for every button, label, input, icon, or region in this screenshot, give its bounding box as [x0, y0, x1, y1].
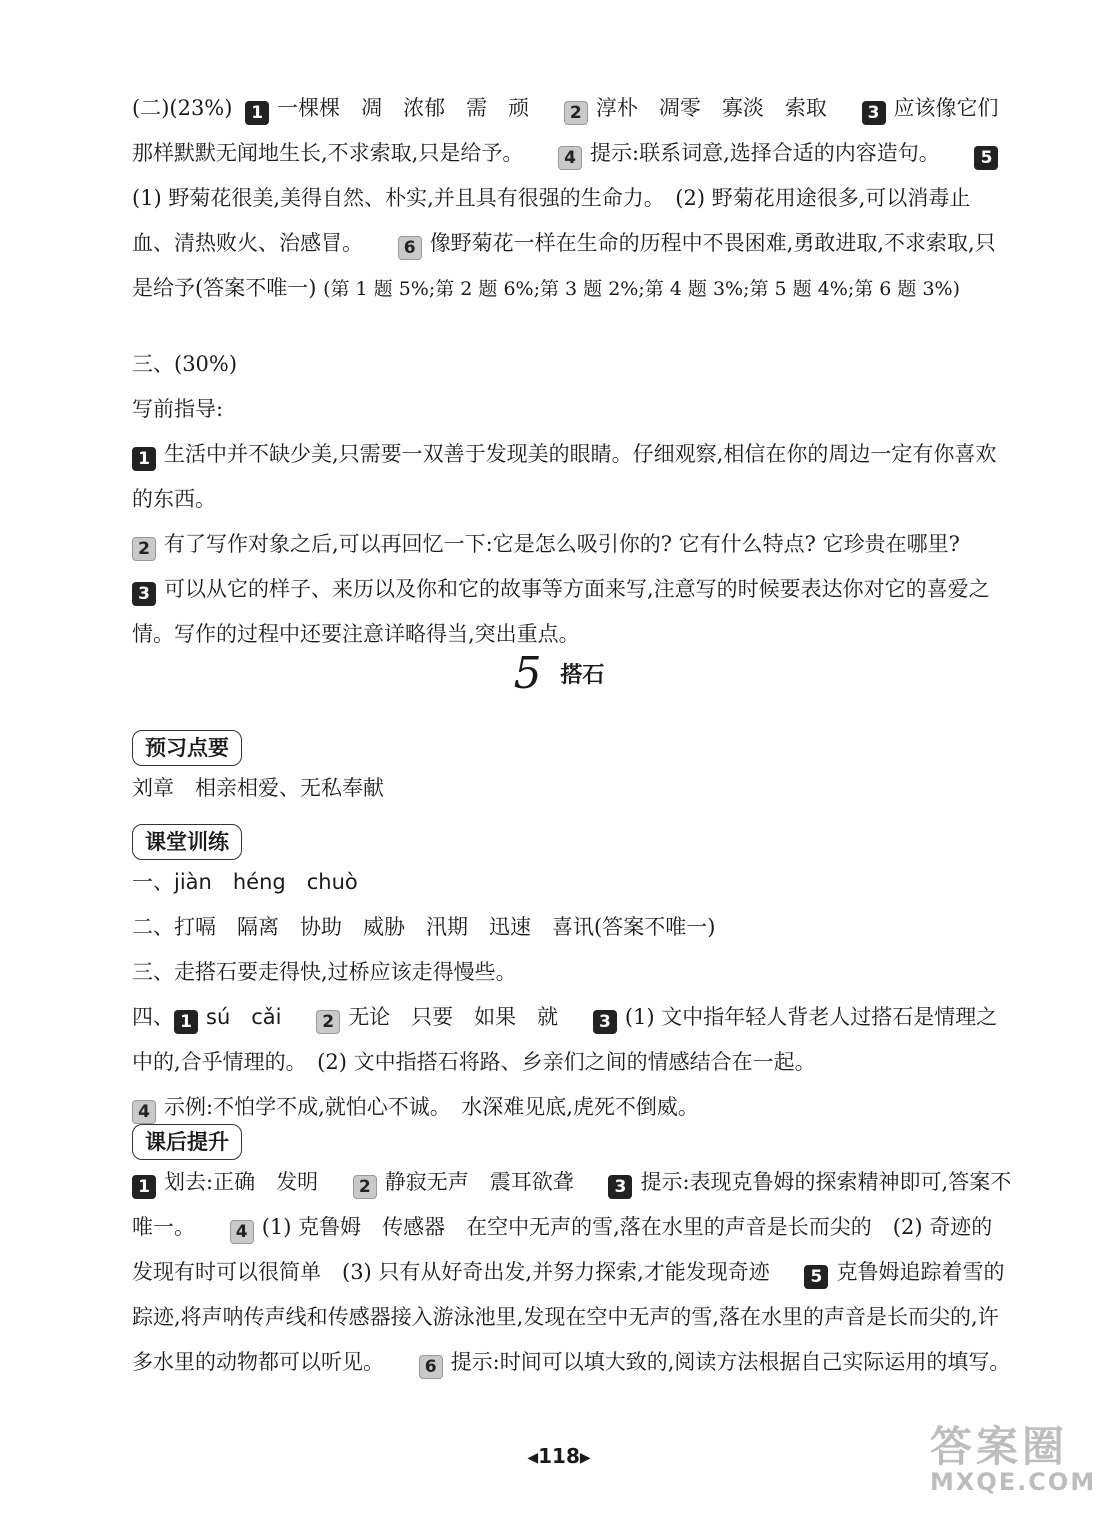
- classroom-line-5: [132, 1085, 1012, 1130]
- classroom-l4-q3: (1) 文中指年轻人背老人过搭石是情理之中的,合乎情理的。 (2) 文中指搭石将路、乡亲们之间的情感结合在一起。: [132, 1005, 998, 1074]
- a1-badge: 1: [132, 1175, 156, 1199]
- part2-answers: [132, 86, 1012, 312]
- lesson-title: 搭石: [560, 663, 605, 688]
- classroom-tag: 课堂训练: [132, 824, 242, 860]
- guide-1-text: 生活中并不缺少美,只需要一双善于发现美的眼睛。仔细观察,相信在你的周边一定有你喜欢的东西。: [132, 442, 997, 511]
- classroom-line-3: 三、走搭石要走得快,过桥应该走得慢些。: [132, 960, 517, 984]
- q4-badge: 4: [558, 146, 582, 170]
- q2-badge: 2: [564, 101, 588, 125]
- guide-item-3: [132, 567, 1012, 657]
- watermark-bottom: MXQE.COM: [930, 1468, 1097, 1496]
- part2-scores: (第 1 题 5%;第 2 题 6%;第 3 题 2%;第 4 题 3%;第 5 题 4%;第 6 题 3%): [323, 278, 961, 300]
- preview-text: 刘章 相亲相爱、无私奉献: [132, 776, 384, 800]
- after-q5: 克鲁姆追踪着雪的踪迹,将声呐传声线和传感器接入游泳池里,发现在空中无声的雪,落在水里的声音是长而尖的,许多水里的动物都可以听见。: [132, 1260, 1005, 1374]
- after-class-answers: [132, 1160, 1012, 1385]
- classroom-answers: [132, 860, 1012, 1130]
- classroom-l4-lead: 四、: [132, 1005, 174, 1029]
- preview-tag: 预习点要: [132, 730, 242, 766]
- lesson-heading: [0, 648, 1118, 699]
- c4q4-badge: 4: [132, 1100, 156, 1124]
- a6-badge: 6: [419, 1355, 443, 1379]
- watermark: [930, 1414, 1110, 1496]
- a4-badge: 4: [230, 1220, 254, 1244]
- after-q4: (1) 克鲁姆 传感器 在空中无声的雪,落在水里的声音是长而尖的 (2) 奇迹的发现有时可以很简单 (3) 只有从好奇出发,并努力探索,才能发现奇迹: [132, 1215, 993, 1284]
- part2-q2: 淳朴 凋零 寡淡 索取: [595, 96, 827, 120]
- q3-badge: 3: [862, 101, 886, 125]
- classroom-l1-lead: 一、: [132, 870, 174, 894]
- part3: [132, 342, 1012, 657]
- after-q3: 提示:表现克鲁姆的探索精神即可,答案不唯一。: [132, 1170, 1012, 1239]
- part2-q3: 应该像它们那样默默无闻地生长,不求索取,只是给予。: [132, 96, 999, 165]
- part3-lead: 三、(30%): [132, 352, 238, 376]
- classroom-l4-q2: 无论 只要 如果 就: [348, 1005, 559, 1029]
- writing-guide-title: 写前指导:: [132, 397, 224, 421]
- part2-q5: (1) 野菊花很美,美得自然、朴实,并且具有很强的生命力。 (2) 野菊花用途很多,可以消毒止血、清热败火、治感冒。: [132, 186, 971, 255]
- g2-badge: 2: [132, 537, 156, 561]
- left-triangle-icon: ◀: [527, 1450, 539, 1466]
- preview-answer: [132, 766, 1012, 811]
- classroom-l4-q4: 示例:不怕学不成,就怕心不诚。 水深难见底,虎死不倒威。: [164, 1095, 699, 1119]
- q5-badge: 5: [974, 146, 998, 170]
- c4q3-badge: 3: [593, 1010, 617, 1034]
- q6-badge: 6: [398, 236, 422, 260]
- a3-badge: 3: [608, 1175, 632, 1199]
- part2-q4: 提示:联系词意,选择合适的内容造句。: [590, 141, 940, 165]
- watermark-top: 答案圈: [930, 1422, 1069, 1471]
- guide-item-1: [132, 432, 1012, 522]
- after-class-tag: 课后提升: [132, 1124, 242, 1160]
- part2-q1: 一棵棵 凋 浓郁 需 顽: [277, 96, 530, 120]
- guide-3-text: 可以从它的样子、来历以及你和它的故事等方面来写,注意写的时候要表达你对它的喜爱之情。写作的过程中还要注意详略得当,突出重点。: [132, 577, 990, 646]
- part2-q6: 像野菊花一样在生命的历程中不畏困难,勇敢进取,不求索取,只是给予(答案不唯一): [132, 231, 996, 300]
- classroom-line-4: [132, 995, 1012, 1085]
- right-triangle-icon: ▶: [579, 1450, 591, 1466]
- guide-2-text: 有了写作对象之后,可以再回忆一下:它是怎么吸引你的? 它有什么特点? 它珍贵在哪里?: [164, 532, 960, 556]
- g3-badge: 3: [132, 582, 156, 606]
- q1-badge: 1: [245, 101, 269, 125]
- a5-badge: 5: [804, 1265, 828, 1289]
- classroom-l1-pinyin: jiàn héng chuò: [174, 870, 358, 894]
- guide-item-2: [132, 522, 1012, 567]
- classroom-line-2: 二、打嗝 隔离 协助 威胁 汛期 迅速 喜讯(答案不唯一): [132, 915, 716, 939]
- c4q2-badge: 2: [316, 1010, 340, 1034]
- after-q2: 静寂无声 震耳欲聋: [384, 1170, 574, 1194]
- after-q1: 划去:正确 发明: [164, 1170, 319, 1194]
- after-q6: 提示:时间可以填大致的,阅读方法根据自己实际运用的填写。: [450, 1350, 1011, 1374]
- g1-badge: 1: [132, 447, 156, 471]
- c4q1-badge: 1: [174, 1010, 198, 1034]
- page-number-text: 118: [538, 1444, 580, 1468]
- classroom-l4-q1: sú cǎi: [206, 1005, 282, 1029]
- classroom-line-1: [132, 860, 1012, 905]
- a2-badge: 2: [353, 1175, 377, 1199]
- lesson-number: 5: [513, 648, 542, 699]
- part2-lead: (二)(23%): [132, 96, 233, 120]
